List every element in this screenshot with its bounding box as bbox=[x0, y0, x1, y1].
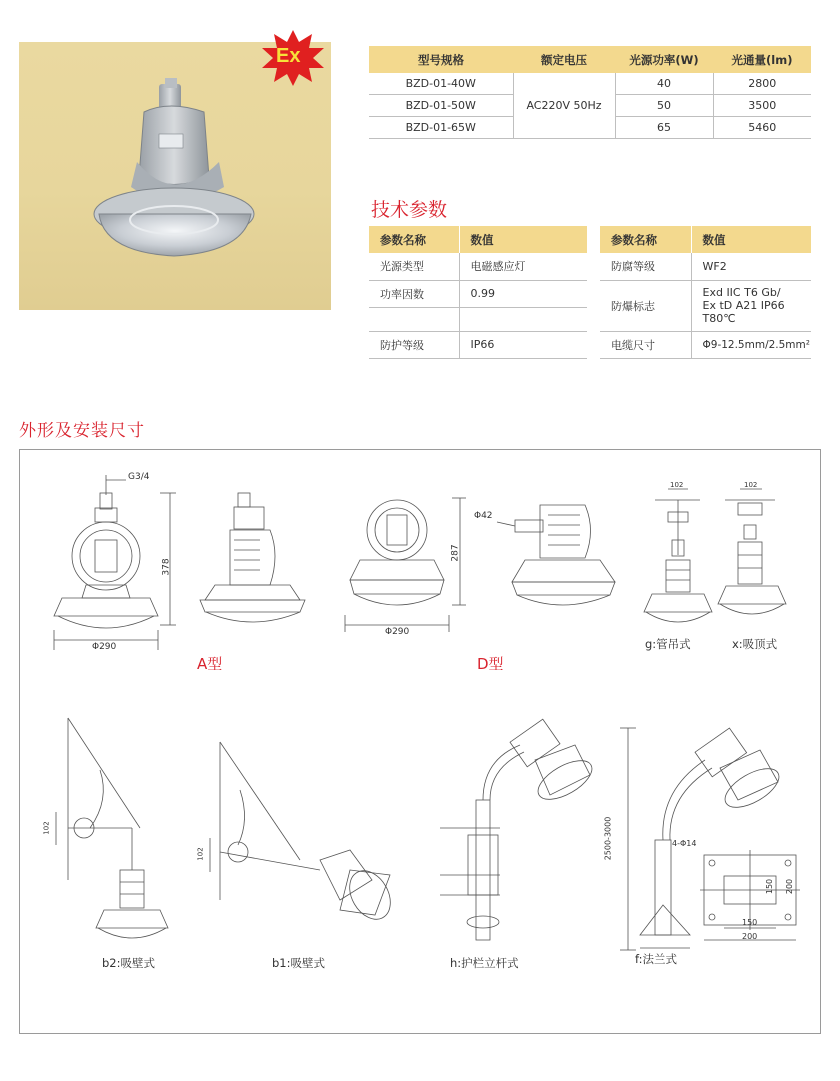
caption-wall-b1: b1:吸壁式 bbox=[272, 956, 325, 970]
caption-pendant: g:管吊式 bbox=[645, 637, 691, 651]
tech-header-name: 参数名称 bbox=[611, 232, 657, 247]
spec-model: BZD-01-50W bbox=[369, 95, 513, 117]
dim-label: 102 bbox=[196, 847, 205, 861]
dim-label: Φ42 bbox=[474, 511, 493, 521]
dim-label: 200 bbox=[742, 932, 758, 941]
explosion-line: Ex tD A21 IP66 bbox=[702, 299, 785, 312]
flange-mount-drawing bbox=[620, 728, 800, 950]
dim-label: 4-Φ14 bbox=[672, 839, 697, 848]
explosion-line: T80℃ bbox=[702, 312, 736, 325]
dim-label: 287 bbox=[450, 544, 461, 562]
dim-label: G3/4 bbox=[128, 472, 150, 482]
dimensions-title: 外形及安装尺寸 bbox=[19, 421, 145, 441]
caption-type-d: D型 bbox=[477, 655, 504, 673]
spec-header-voltage: 额定电压 bbox=[541, 52, 587, 67]
tech-name: 功率因数 bbox=[369, 280, 459, 307]
spec-power: 65 bbox=[615, 117, 713, 139]
caption-type-a: A型 bbox=[197, 655, 223, 673]
spec-power: 40 bbox=[615, 73, 713, 95]
dim-label: Φ290 bbox=[385, 627, 410, 637]
ex-badge-text: Ex bbox=[276, 45, 301, 67]
tech-name: 防护等级 bbox=[369, 331, 459, 358]
spec-model: BZD-01-40W bbox=[369, 73, 513, 95]
wall-mount-b1-drawing bbox=[210, 742, 399, 927]
dim-label: 102 bbox=[42, 821, 51, 835]
dim-label: 150 bbox=[742, 918, 758, 927]
tech-value: 0.99 bbox=[459, 280, 587, 307]
dim-label: Φ290 bbox=[92, 642, 117, 652]
tech-value: Φ9-12.5mm/2.5mm² bbox=[691, 331, 811, 358]
spec-flux: 3500 bbox=[713, 95, 811, 117]
spec-model: BZD-01-65W bbox=[369, 117, 513, 139]
tech-header-value: 数值 bbox=[459, 226, 587, 253]
dim-label: 2500-3000 bbox=[603, 816, 613, 861]
tech-name: 防腐等级 bbox=[600, 253, 691, 280]
caption-flange: f:法兰式 bbox=[635, 952, 678, 966]
dim-label: 150 bbox=[765, 878, 775, 895]
spec-header-flux: 光通量(lm) bbox=[731, 52, 793, 67]
tech-header-value: 数值 bbox=[691, 226, 811, 253]
spec-flux: 5460 bbox=[713, 117, 811, 139]
caption-railing-pole: h:护栏立杆式 bbox=[450, 956, 519, 970]
caption-ceiling: x:吸顶式 bbox=[732, 637, 778, 651]
tech-name: 光源类型 bbox=[369, 253, 459, 280]
tech-value: 电磁感应灯 bbox=[459, 253, 587, 280]
type-d-front-drawing bbox=[345, 498, 466, 632]
tech-header-name: 参数名称 bbox=[380, 232, 426, 247]
railing-pole-mount-drawing bbox=[440, 719, 598, 940]
spec-power: 50 bbox=[615, 95, 713, 117]
dim-label: 200 bbox=[785, 878, 795, 895]
tech-name: 电缆尺寸 bbox=[600, 331, 691, 358]
tech-value: WF2 bbox=[691, 253, 811, 280]
wall-mount-b2-drawing bbox=[56, 718, 168, 938]
explosion-line: Exd IIC T6 Gb/ bbox=[702, 286, 781, 299]
type-a-front-drawing bbox=[54, 475, 176, 650]
dim-label: 102 bbox=[670, 481, 684, 489]
tech-name: 防爆标志 bbox=[600, 280, 691, 331]
caption-wall-b2: b2:吸壁式 bbox=[102, 956, 155, 970]
type-a-side-drawing bbox=[200, 493, 305, 622]
type-d-side-drawing bbox=[497, 505, 615, 605]
spec-header-model: 型号规格 bbox=[418, 52, 464, 67]
spec-header-power: 光源功率(W) bbox=[629, 52, 699, 67]
dim-label: 102 bbox=[744, 481, 758, 489]
pendant-mount-drawing bbox=[644, 489, 712, 622]
tech-section-title: 技术参数 bbox=[371, 199, 448, 221]
ceiling-mount-drawing bbox=[718, 489, 786, 614]
dim-label: 378 bbox=[161, 558, 172, 576]
spec-voltage: AC220V 50Hz bbox=[513, 73, 615, 139]
tech-value: IP66 bbox=[459, 331, 587, 358]
spec-flux: 2800 bbox=[713, 73, 811, 95]
